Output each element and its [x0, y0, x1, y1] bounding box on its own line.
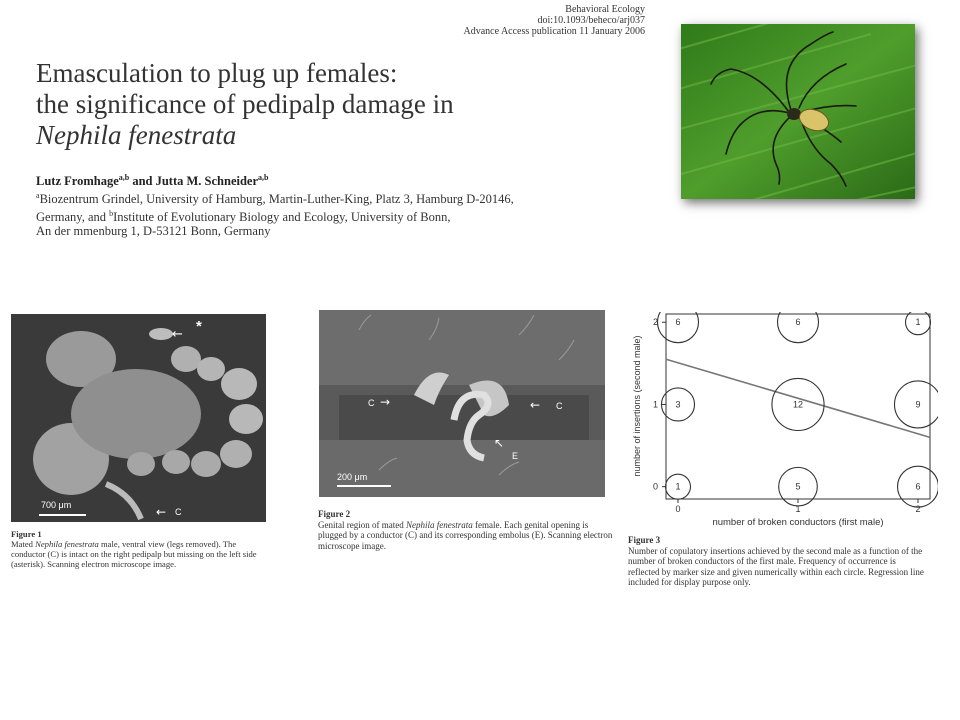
journal-doi: doi:10.1093/beheco/arj037: [537, 15, 645, 26]
figure-2-caption: [318, 509, 618, 551]
figure-1-caption-pre: Mated: [11, 539, 36, 549]
bubble-count-label: 6: [915, 481, 921, 492]
author-and: and: [129, 174, 156, 189]
author-2-sup: a,b: [258, 173, 269, 182]
y-tick-label: 2: [652, 317, 658, 328]
figure-2-arrow-c-left: →: [380, 395, 391, 409]
journal-name: Behavioral Ecology: [565, 4, 645, 15]
affiliation-text-2b: Institute of Evolutionary Biology and Ecology, University of Bonn,: [113, 209, 451, 224]
y-tick-label: 1: [652, 399, 658, 410]
bubble-count-label: 5: [795, 481, 801, 492]
figure-2-caption-post: female. Each genital opening is plugged by a conductor (C) and its corresponding embolus (E). Scanning electron microscope image.: [318, 519, 613, 551]
figure-2-caption-species: Nephila fenestrata: [405, 519, 473, 530]
title-line-1: Emasculation to plug up females:: [36, 58, 398, 88]
figure-1-caption-post: male, ventral view (legs removed). The conductor (C) is intact on the right pedipalp but missing on the left side (asterisk). Scanning electron microscope image.: [11, 539, 257, 569]
bubble-chart-svg: [628, 312, 938, 530]
bubble-count-label: 6: [675, 317, 681, 328]
figure-1-image: [11, 314, 266, 522]
spider-photo: [681, 24, 915, 199]
figure-2-scale: 200 μm: [337, 472, 368, 482]
affiliation-sup-a: a: [36, 191, 40, 200]
figure-2-label-c-left: C: [368, 398, 375, 408]
author-2: Jutta M. Schneider: [155, 174, 259, 189]
y-tick-label: 0: [652, 481, 658, 492]
bubble-count-label: 9: [915, 399, 921, 410]
bubble-count-label: 3: [675, 399, 681, 410]
figure-1-caption-label: Figure 1: [11, 529, 42, 539]
x-axis-label: number of broken conductors (first male): [712, 517, 884, 528]
bubble-count-label: 12: [792, 399, 804, 410]
affiliation-line-2: [36, 207, 514, 225]
affiliation-line-3: An der mmenburg 1, D-53121 Bonn, Germany: [36, 224, 271, 239]
journal-header: [463, 4, 645, 37]
affiliation-line-1: [36, 189, 514, 207]
bubble-count-label: 6: [795, 317, 801, 328]
figure-2-caption-pre: Genital region of mated: [318, 519, 406, 530]
figure-1-scale: 700 μm: [41, 500, 72, 510]
title-line-2: the significance of pedipalp damage in: [36, 89, 454, 119]
figure-1-label-star: *: [196, 318, 202, 335]
figure-2-caption-label: Figure 2: [318, 509, 351, 519]
author-line: [36, 173, 269, 189]
figure-3-chart: [628, 312, 938, 530]
affiliation-text-2a: Germany, and: [36, 209, 110, 224]
figure-1-label-c: C: [175, 507, 182, 517]
spider-on-leaf-image: [681, 24, 915, 199]
bubble-count-label: 1: [675, 481, 681, 492]
figure-3-caption: [628, 535, 928, 588]
bubble-count-label: 1: [915, 317, 921, 328]
x-tick-label: 0: [675, 504, 681, 514]
affiliation-text-1: Biozentrum Grindel, University of Hamburg, Martin-Luther-King, Platz 3, Hamburg D-20146,: [39, 192, 514, 207]
figure-1-arrow-c: ←: [156, 505, 167, 519]
figure-3-caption-label: Figure 3: [628, 535, 661, 545]
paper-title: [36, 58, 454, 151]
figure-2-label-c-right: C: [556, 401, 563, 411]
figure-1-caption-species: Nephila fenestrata: [35, 539, 99, 549]
y-axis-label: number of insertions (second male): [632, 335, 642, 477]
author-1-sup: a,b: [118, 173, 130, 182]
figure-1-caption: [11, 529, 271, 569]
x-tick-label: 1: [795, 504, 801, 514]
figure-2-arrow-c-right: ←: [530, 398, 541, 412]
affiliations: [36, 189, 514, 239]
journal-access: Advance Access publication 11 January 2006: [463, 26, 645, 37]
affiliation-sup-b: b: [109, 208, 114, 218]
figure-2-arrows-e: ↖: [494, 436, 505, 450]
figure-1-arrow-star: ←: [172, 327, 183, 342]
title-line-3: Nephila fenestrata: [36, 120, 237, 150]
figure-2-label-e: E: [512, 451, 519, 461]
author-1: Lutz Fromhage: [36, 174, 119, 189]
figure-3-caption-text: Number of copulatory insertions achieved by the second male as a function of the number of broken conductors of the first male. Frequency of occurrence is reflected by marker size and given numerically within each circle. Regression line included for display purpose only.: [628, 545, 924, 587]
sem-spider-ventral-image: [11, 314, 266, 522]
x-tick-label: 2: [915, 504, 921, 514]
